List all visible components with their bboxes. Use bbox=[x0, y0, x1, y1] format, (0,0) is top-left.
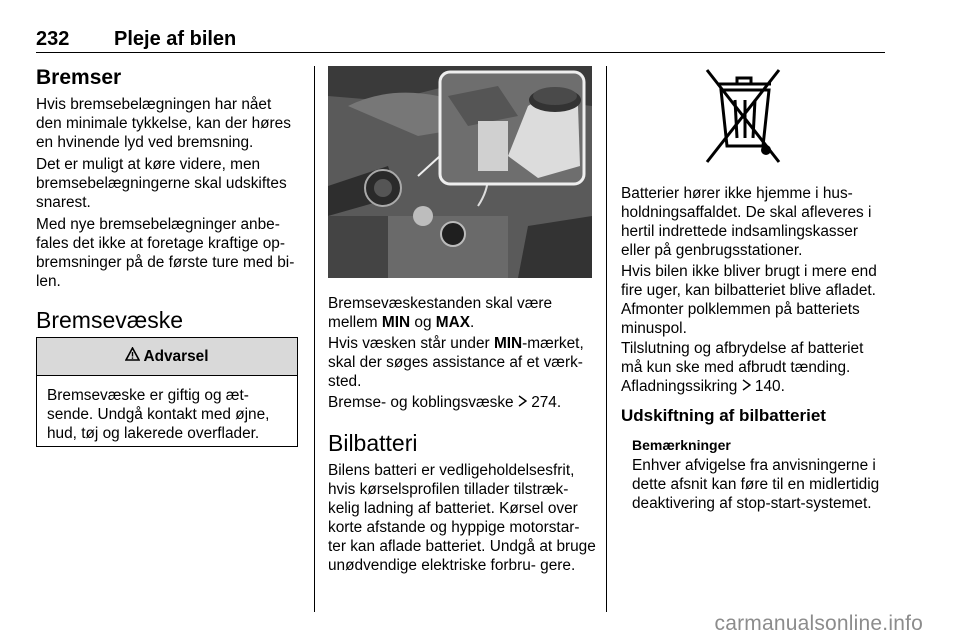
crossed-out-wheelie-bin-icon bbox=[703, 66, 783, 166]
battery-discharge-text: Hvis bilen ikke bliver brugt i mere end fire uger, kan bilbatteriet blive afladet. Afmonter polklemmen på batteriets minuspol. bbox=[621, 263, 877, 337]
bremser-heading: Bremser bbox=[36, 66, 122, 89]
watermark: carmanualsonline.info bbox=[714, 612, 923, 635]
note-title: Bemærkninger bbox=[632, 437, 731, 453]
max-marker: MAX bbox=[435, 314, 470, 331]
battery-connection-text: Tilslutning og afbrydelse af batteriet må kun ske med afbrudt tænding. bbox=[621, 340, 864, 376]
discharge-protection-reference: Afladningssikring 140. bbox=[621, 378, 785, 395]
arrow-reference-icon bbox=[518, 394, 527, 411]
bremser-paragraph-1: Hvis bremsebelægningen har nået den minimale tykkelse, kan der høres en hvinende lyd ved bremsning. bbox=[36, 96, 291, 151]
fluid-reference-page[interactable]: 274. bbox=[531, 394, 562, 411]
warning-title: Advarsel bbox=[143, 347, 209, 365]
below-min-text: Hvis væsken står under MIN-mærket, skal der søges assistance af et værk- sted. bbox=[328, 335, 584, 390]
discharge-reference-page[interactable]: 140. bbox=[754, 378, 785, 395]
battery-replacement-heading: Udskiftning af bilbatteriet bbox=[621, 406, 826, 425]
bilbatteri-heading: Bilbatteri bbox=[328, 430, 418, 456]
section-title: Pleje af bilen bbox=[114, 28, 237, 50]
bremser-paragraph-3: Med nye bremsebelægninger anbe- fales det ikke at foretage kraftige op- bremsninger på de første ture med bi- len. bbox=[36, 216, 295, 290]
column-divider-1 bbox=[314, 66, 315, 612]
bremsevaeske-heading: Bremsevæske bbox=[36, 307, 183, 333]
warning-triangle-icon bbox=[125, 347, 140, 366]
page-number: 232 bbox=[36, 28, 70, 50]
min-marker-2: MIN bbox=[493, 335, 523, 352]
header-rule bbox=[36, 52, 885, 53]
column-divider-2 bbox=[606, 66, 607, 612]
bremser-paragraph-2: Det er muligt at køre videre, men bremsebelægningerne skal udskiftes snarest. bbox=[36, 156, 287, 211]
note-text: Enhver afvigelse fra anvisningerne i dette afsnit kan føre til en midlertidig deaktivering af stop-start-systemet. bbox=[632, 457, 880, 512]
battery-disposal-text: Batterier hører ikke hjemme i hus- holdningsaffaldet. De skal afleveres i hertil indrettede indsamlingskasser eller på genbrugsstationer. bbox=[621, 185, 872, 259]
warning-text: Bremsevæske er giftig og æt- sende. Undgå kontakt med øjne, hud, tøj og lakerede overflader. bbox=[47, 387, 270, 442]
min-marker: MIN bbox=[381, 314, 411, 331]
bilbatteri-paragraph: Bilens batteri er vedligeholdelsesfrit, hvis kørselsprofilen tillader tilstræk- kelig ladning af batteriet. Kørsel over korte afstande og hyppige motorstar- ter kan aflade batteriet. Undgå at bruge unødvendige elektriske forbru- gere. bbox=[328, 462, 596, 574]
fluid-level-text: Bremsevæskestanden skal være mellem MIN og MAX. bbox=[328, 295, 553, 331]
arrow-reference-icon bbox=[742, 378, 751, 395]
engine-bay-photo bbox=[328, 66, 592, 278]
fluid-reference: Bremse- og koblingsvæske 274. bbox=[328, 394, 562, 411]
warning-header bbox=[37, 338, 297, 376]
warning-box bbox=[36, 337, 298, 447]
